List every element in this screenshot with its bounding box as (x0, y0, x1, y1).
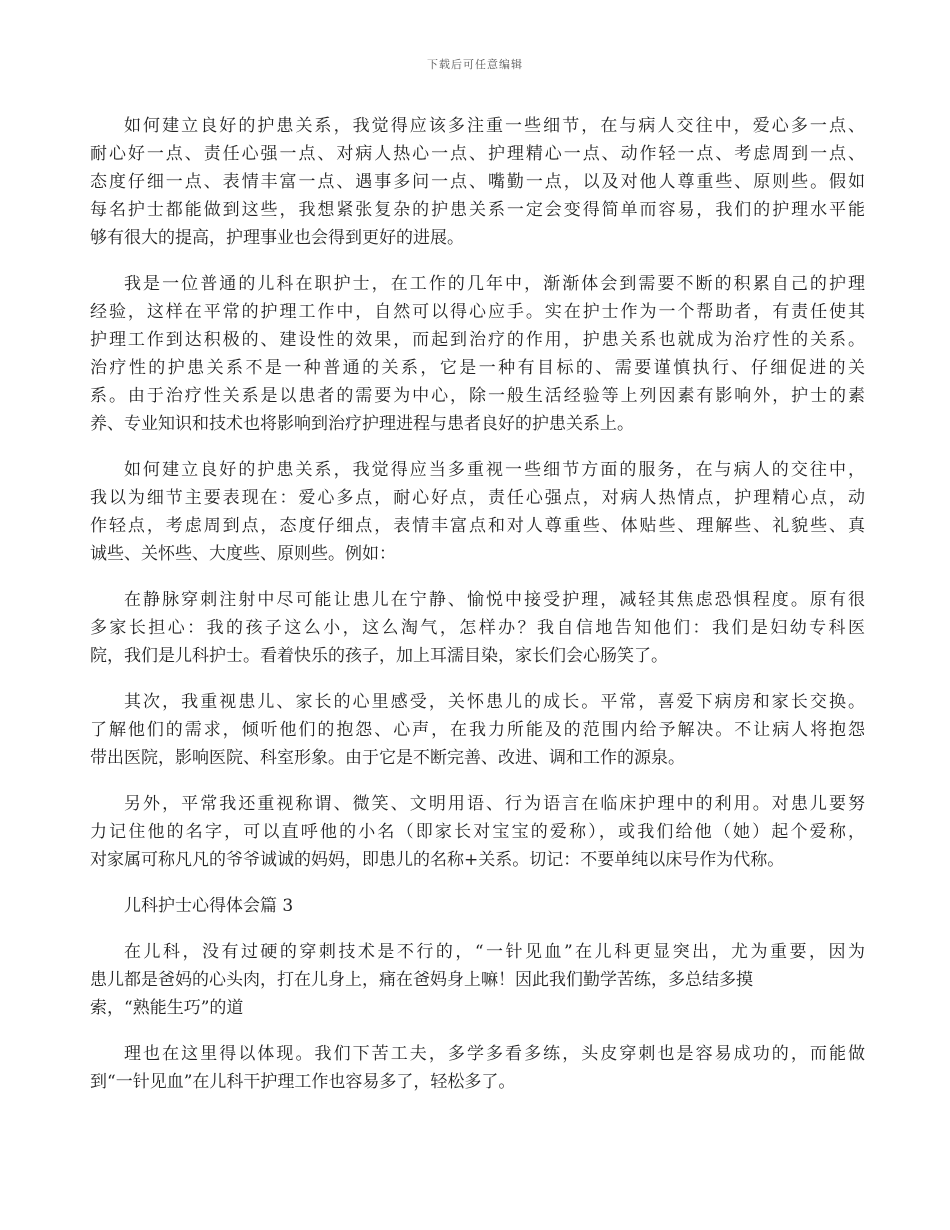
text-line: 多家长担心：我的孩子这么小，这么淘气，怎样办？我自信地告知他们：我们是妇幼专科医 (90, 618, 865, 638)
paragraph (90, 456, 865, 568)
text-line: 够有很大的提高，护理事业也会得到更好的进展。 (90, 228, 464, 248)
text-line: 到“一针见血”在儿科干护理工作也容易多了，轻松多了。 (90, 1072, 516, 1092)
document-body (90, 112, 865, 1096)
text-line: 态度仔细一点、表情丰富一点、遇事多问一点、嘴勤一点，以及对他人尊重些、原则些。假如 (90, 172, 865, 192)
text-line: 如何建立良好的护患关系，我觉得应当多重视一些细节方面的服务，在与病人的交往中， (124, 460, 865, 480)
paragraph (90, 688, 865, 772)
text-line: 另外，平常我还重视称谓、微笑、文明用语、行为语言在临床护理中的利用。对患儿要努 (124, 794, 865, 814)
text-line: 我是一位普通的儿科在职护士，在工作的几年中，渐渐体会到需要不断的积累自己的护理 (124, 274, 865, 294)
paragraph (90, 938, 865, 1022)
text-line: 索，“熟能生巧”的道 (90, 998, 244, 1018)
text-line: 诚些、关怀些、大度些、原则些。例如： (90, 544, 396, 564)
text-line: 护理工作到达积极的、建设性的效果，而起到治疗的作用，护患关系也就成为治疗性的关系。 (90, 330, 865, 350)
text-line: 每名护士都能做到这些，我想紧张复杂的护患关系一定会变得简单而容易，我们的护理水平能 (90, 200, 865, 220)
text-line: 如何建立良好的护患关系，我觉得应该多注重一些细节，在与病人交往中，爱心多一点、 (124, 116, 865, 136)
text-line: 在儿科，没有过硬的穿刺技术是不行的，“一针见血”在儿科更显突出，尤为重要，因为 (124, 942, 865, 962)
text-line: 治疗性的护患关系不是一种普通的关系，它是一种有目标的、需要谨慎执行、仔细促进的关 (90, 358, 865, 378)
paragraph (90, 270, 865, 438)
section-title: 儿科护士心得体会篇 3 (124, 896, 294, 916)
page-header: 下载后可任意编辑 (427, 58, 523, 71)
text-line: 经验，这样在平常的护理工作中，自然可以得心应手。实在护士作为一个帮助者，有责任使其 (90, 302, 865, 322)
text-line: 我以为细节主要表现在：爱心多点，耐心好点，责任心强点，对病人热情点，护理精心点，动 (90, 488, 865, 508)
text-line: 患儿都是爸妈的心头肉，打在儿身上，痛在爸妈身上嘛！因此我们勤学苦练，多总结多摸 (90, 970, 753, 990)
text-line: 系。由于治疗性关系是以患者的需要为中心，除一般生活经验等上列因素有影响外，护士的素 (90, 386, 865, 406)
paragraph (90, 586, 865, 670)
text-line: 耐心好一点、责任心强一点、对病人热心一点、护理精心一点、动作轻一点、考虑周到一点、 (90, 144, 865, 164)
text-line: 理也在这里得以体现。我们下苦工夫，多学多看多练，头皮穿刺也是容易成功的，而能做 (124, 1044, 865, 1064)
text-line: 养、专业知识和技术也将影响到治疗护理进程与患者良好的护患关系上。 (90, 414, 634, 434)
text-line: 院，我们是儿科护士。看着快乐的孩子，加上耳濡目染，家长们会心肠笑了。 (90, 646, 668, 666)
section-heading (90, 892, 865, 920)
text-line: 作轻点，考虑周到点，态度仔细点，表情丰富点和对人尊重些、体贴些、理解些、礼貌些、真 (90, 516, 865, 536)
text-line: 力记住他的名字，可以直呼他的小名（即家长对宝宝的爱称），或我们给他（她）起个爱称， (90, 822, 865, 842)
paragraph (90, 790, 865, 874)
paragraph (90, 112, 865, 252)
text-line: 其次，我重视患儿、家长的心里感受，关怀患儿的成长。平常，喜爱下病房和家长交换。 (124, 692, 865, 712)
text-line: 在静脉穿刺注射中尽可能让患儿在宁静、愉悦中接受护理，减轻其焦虑恐惧程度。原有很 (124, 590, 865, 610)
paragraph (90, 1040, 865, 1096)
text-line: 对家属可称凡凡的爷爷诚诚的妈妈，即患儿的名称+关系。切记：不要单纯以床号作为代称。 (90, 850, 785, 870)
text-line: 了解他们的需求，倾听他们的抱怨、心声，在我力所能及的范围内给予解决。不让病人将抱怨 (90, 720, 865, 740)
text-line: 带出医院，影响医院、科室形象。由于它是不断完善、改进、调和工作的源泉。 (90, 748, 685, 768)
